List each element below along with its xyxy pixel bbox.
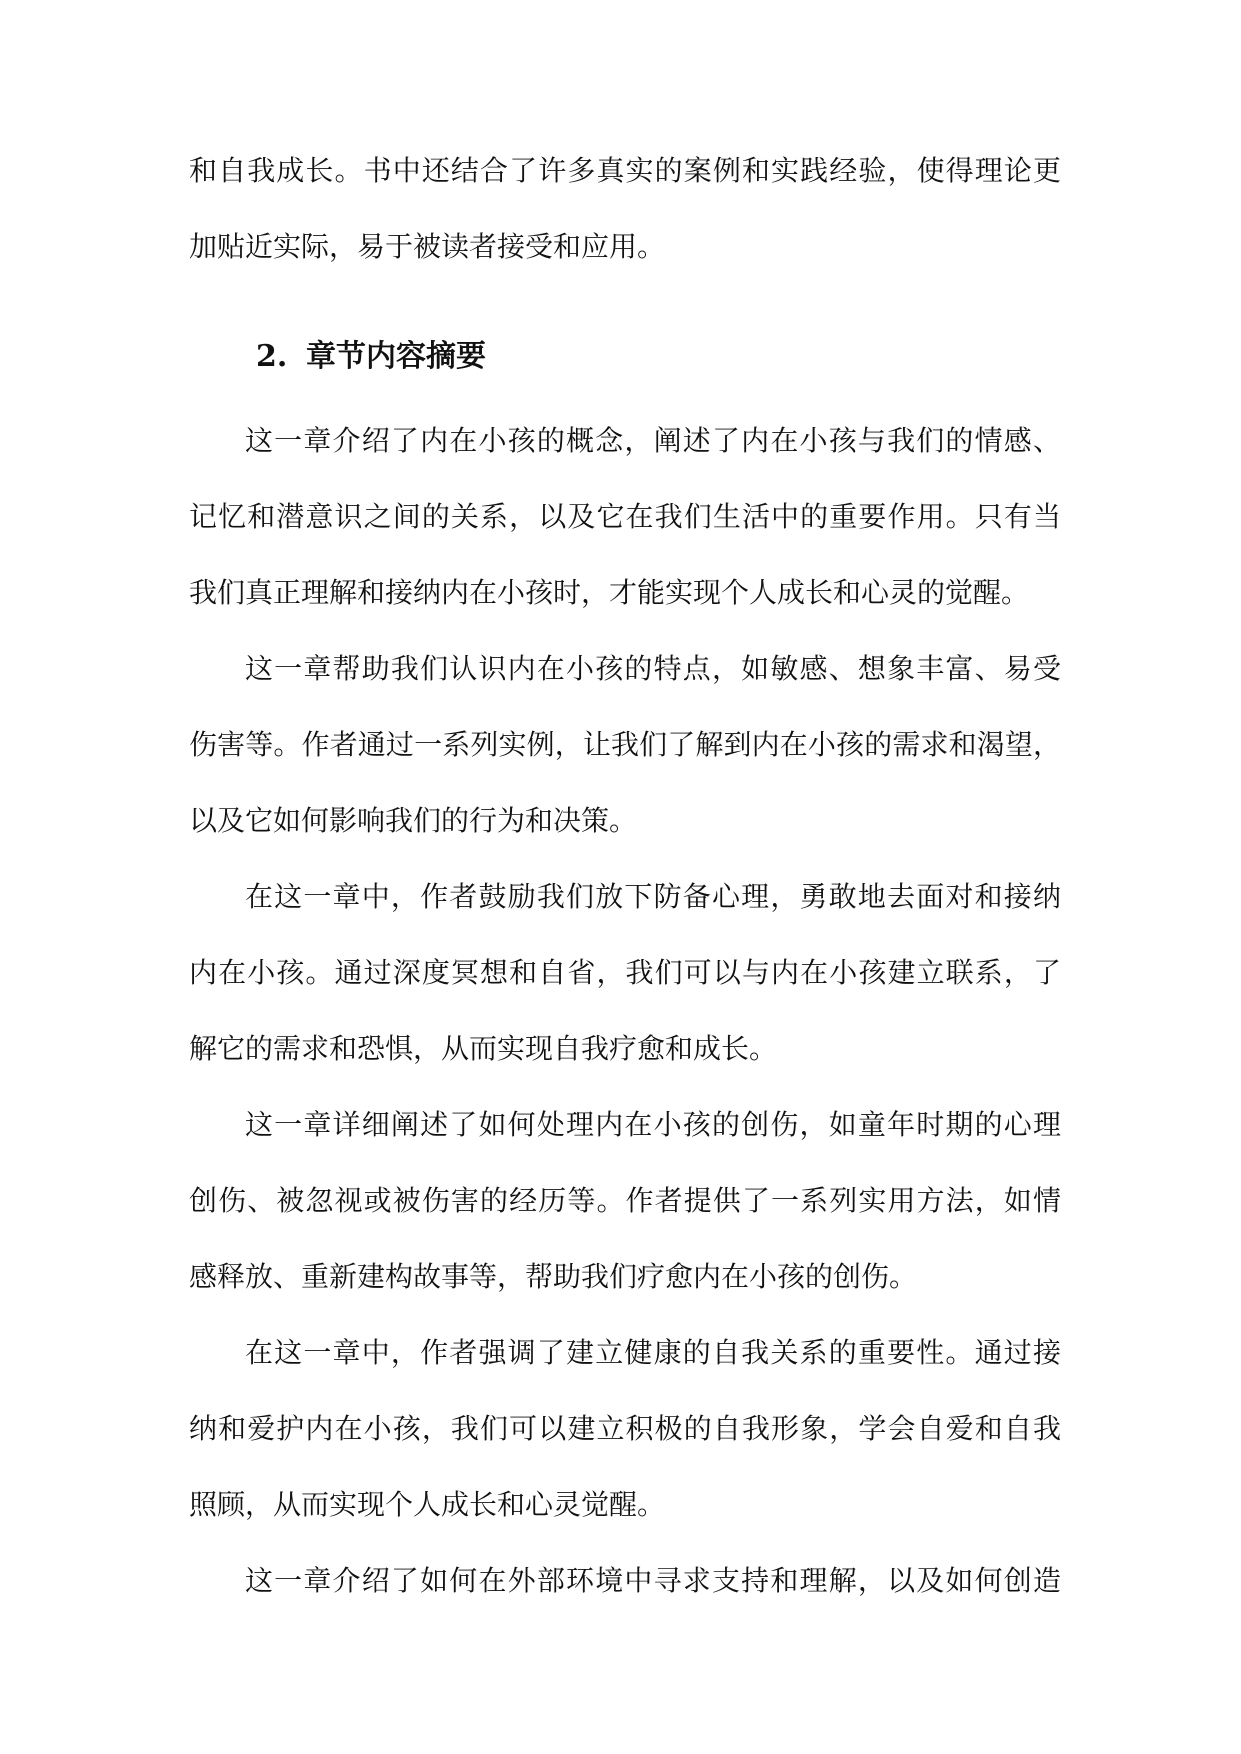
paragraph-line: 记忆和潜意识之间的关系，以及它在我们生活中的重要作用。只有当 bbox=[189, 500, 1061, 533]
intro-paragraph bbox=[189, 133, 1061, 285]
paragraph-line: 纳和爱护内在小孩，我们可以建立积极的自我形象，学会自爱和自我 bbox=[189, 1412, 1061, 1445]
section-title: 章节内容摘要 bbox=[306, 339, 486, 374]
paragraph-line: 内在小孩。通过深度冥想和自省，我们可以与内在小孩建立联系，了 bbox=[189, 956, 1061, 989]
paragraph-line: 以及它如何影响我们的行为和决策。 bbox=[189, 804, 638, 837]
paragraph-1 bbox=[189, 403, 1061, 631]
paragraph-2 bbox=[189, 631, 1061, 859]
paragraph-line: 这一章详细阐述了如何处理内在小孩的创伤，如童年时期的心理 bbox=[245, 1108, 1061, 1141]
paragraph-3 bbox=[189, 859, 1061, 1087]
paragraph-line: 解它的需求和恐惧，从而实现自我疗愈和成长。 bbox=[189, 1032, 778, 1065]
section-heading bbox=[189, 319, 1061, 395]
document-page bbox=[189, 133, 1061, 1619]
paragraph-line: 伤害等。作者通过一系列实例，让我们了解到内在小孩的需求和渴望， bbox=[189, 728, 1061, 761]
paragraph-line: 创伤、被忽视或被伤害的经历等。作者提供了一系列实用方法，如情 bbox=[189, 1184, 1061, 1217]
paragraph-line: 我们真正理解和接纳内在小孩时，才能实现个人成长和心灵的觉醒。 bbox=[189, 576, 1030, 609]
paragraph-line: 和自我成长。书中还结合了许多真实的案例和实践经验，使得理论更 bbox=[189, 154, 1061, 187]
paragraph-line: 这一章介绍了内在小孩的概念，阐述了内在小孩与我们的情感、 bbox=[245, 424, 1061, 457]
paragraph-4 bbox=[189, 1087, 1061, 1315]
paragraph-line: 照顾，从而实现个人成长和心灵觉醒。 bbox=[189, 1488, 666, 1521]
paragraph-line: 在这一章中，作者鼓励我们放下防备心理，勇敢地去面对和接纳 bbox=[245, 880, 1061, 913]
paragraph-5 bbox=[189, 1315, 1061, 1543]
paragraph-line: 感释放、重新建构故事等，帮助我们疗愈内在小孩的创伤。 bbox=[189, 1260, 918, 1293]
paragraph-line: 在这一章中，作者强调了建立健康的自我关系的重要性。通过接 bbox=[245, 1336, 1061, 1369]
paragraph-6 bbox=[189, 1543, 1061, 1619]
paragraph-line: 这一章介绍了如何在外部环境中寻求支持和理解，以及如何创造 bbox=[245, 1564, 1061, 1597]
section-number: 2. bbox=[256, 339, 288, 374]
paragraph-line: 这一章帮助我们认识内在小孩的特点，如敏感、想象丰富、易受 bbox=[245, 652, 1061, 685]
paragraph-line: 加贴近实际，易于被读者接受和应用。 bbox=[189, 230, 666, 263]
